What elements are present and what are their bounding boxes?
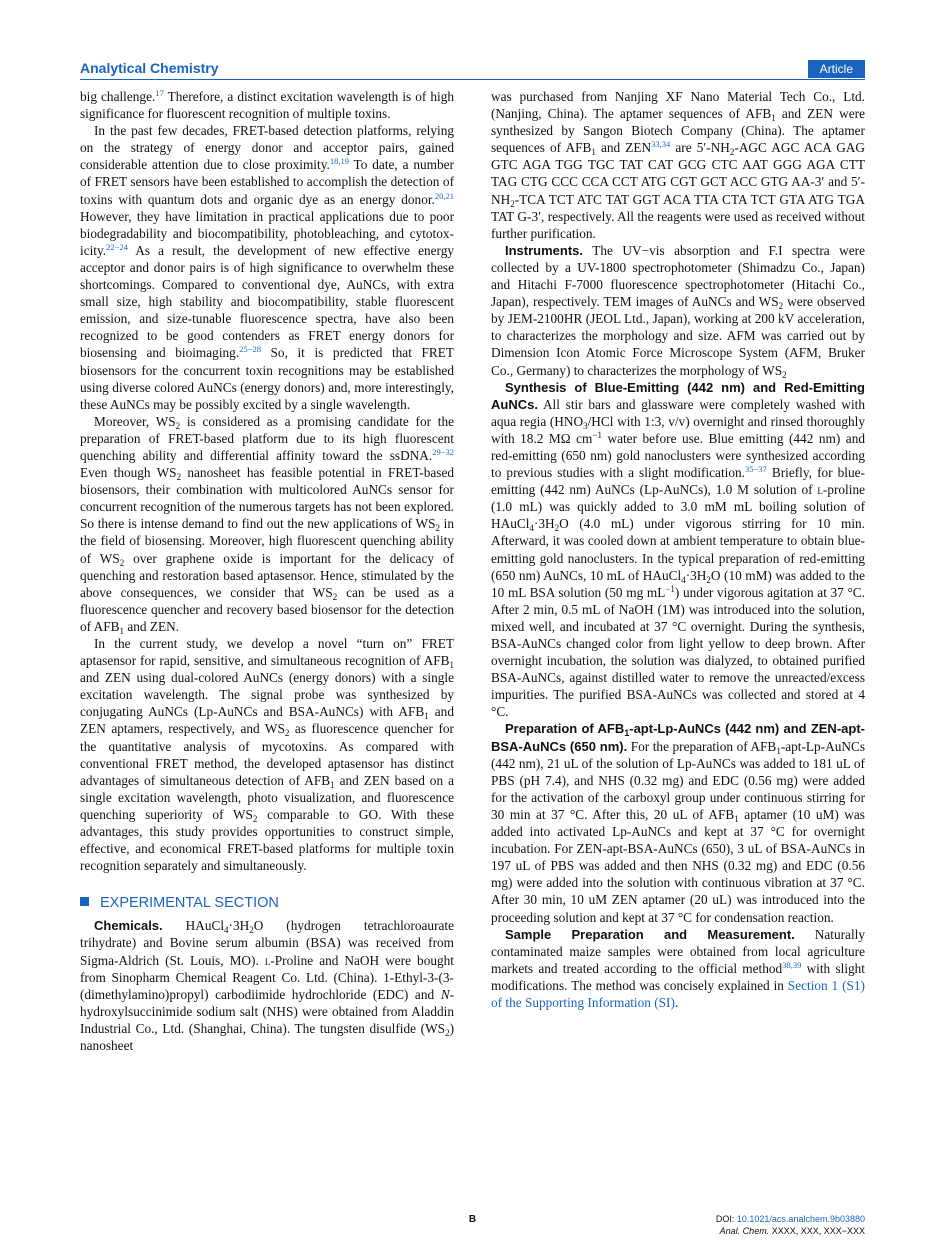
page-number: B [468, 1214, 477, 1225]
citation-link[interactable]: 25−28 [239, 344, 261, 355]
paragraph: Chemicals. $HAuCl_4\cdot 3H_2O$ (hydrogen tetrachloroaurate trihydrate) and Bovine serum albumin (BSA) was received from Sigma-Aldrich (St. Louis, MO). l-Proline and NaOH were bought from Sinopharm Chemical Reagent Co. Ltd. (China). 1-Ethyl-3-(3-(dimethylamino)propyl) carbodiimide hydrochloride (EDC) and N-hydroxylsuccinimide sodium salt (NHS) were obtained from Aladdin Industrial Co., Ltd. (Shanghai, China). The tungsten disulfide $(WS_2)$ nanosheet [80, 918, 454, 1053]
citation-link[interactable]: 38,39 [782, 959, 802, 970]
paragraph: big challenge.$^{17}$ Therefore, a distinct excitation wavelength is of high significance for fluorescent recognition of multiple toxins. [80, 88, 454, 122]
article-badge: Article [808, 60, 865, 78]
paragraph: was purchased from Nanjing XF Nano Material Tech Co., Ltd. (Nanjing, China). The aptamer sequences of $AFB_1$ and ZEN were synthesized by Sangon Biotech Company (China). The aptamer sequences of $AFB_1$ and ZEN$^{33,34}$ are $5'-NH_2$-AGC AGC ACA GAG GTC AGA TGG TGC TAT CAT GCG CTC AAT GGG AGA CTT TAG CTG CCC CCA CCT ATG CGT GCT ACC GTG AA-3′ and $5'-NH_2$-TCA TCT ATC TAT GGT ACA TTA CTA TCT GTA ATG TGA TAT G-3′, respectively. All the reagents were used as received without further purification. [491, 89, 865, 241]
citation-link[interactable]: 33,34 [651, 139, 671, 150]
run-in-heading: Chemicals. [94, 918, 163, 934]
citation-link[interactable]: 18,19 [329, 156, 349, 167]
paragraph: Synthesis of Blue-Emitting (442 nm) and Red-Emitting AuNCs. All stir bars and glassware were completely washed with aqua regia ($HNO_3$/HCl with 1:3, v/v) overnight and rinsed thoroughly with 18.2 MΩ $cm^{-1}$ water before use. Blue emitting (442 nm) and red-emitting (650 nm) gold nanoclusters were synthesized according to previous studies with a slight modification.$^{35-37}$ Briefly, for blue-emitting (442 nm) AuNCs (Lp-AuNCs), 1.0 M solution of l-proline (1.0 mL) was quickly added to 3.0 mM mL boiling solution of $HAuCl_4\cdot 3H_2O$ (4.0 mL) under vigorous stirring for 10 min. Afterward, it was cooled down at ambient temperature to obtain blue-emitting gold nanoclusters. In the typical preparation of red-emitting (650 nm) AuNCs, 10 mL of $HAuCl_4\cdot 3H_2O$ (10 mM) was added to the 10 mL BSA solution (50 mg $mL^{-1}$) under vigorous agitation at 37 °C. After 2 min, 0.5 mL of NaOH (1M) was introduced into the solution, mixed well, and incubated at 37 °C overnight. During the synthesis, BSA-AuNCs changed color from light yellow to deep brown. After overnight incubation, the solution was dialyzed, to obtained purified BSA-AuNCs, against distilled water to remove the unreacted/excess impurities. The purified BSA-AuNCs was collected and stored at 4 °C. [491, 379, 866, 720]
run-in-heading: Sample Preparation and Measurement. [505, 926, 795, 942]
section-heading: EXPERIMENTAL SECTION [80, 894, 454, 912]
supporting-info-link[interactable]: Section 1 (S1) of the Supporting Information (SI) [491, 977, 865, 1010]
paragraph: Preparation of $AFB_1-apt-Lp$-AuNCs (442 nm) and ZEN-apt-BSA-AuNCs (650 nm). For the preparation of $AFB_1-apt-Lp$-AuNCs (442 nm), 21 uL of the solution of Lp-AuNCs was added to 181 uL of PBS (pH 7.4), and NHS (0.32 mg) and EDC (0.56 mg) were added for the activation of the carboxyl group under continuous stirring for 30 min at 37 °C. After this, 20 uL of $AFB_1$ aptamer (10 uM) was added into activated Lp-AuNCs and kept at 37 °C for overnight incubation. For ZEN-apt-BSA-AuNCs (650), 3 uL of BSA-AuNCs in 197 uL of PBS was added and then NHS (0.32 mg) and EDC (0.56 mg) were added into the solution with continuous vibration at 37 °C. After 30 min, 10 uM ZEN aptamer (20 uL) was introduced into the proceeding solution and kept at 37 °C for condensation reaction. [491, 721, 866, 925]
citation-link[interactable]: 35−37 [744, 464, 767, 475]
doi-citation: DOI: 10.1021/acs.analchem.9b03880 Anal. Chem. XXXX, XXX, XXX−XXX [715, 1214, 865, 1236]
paragraph: In the past few decades, FRET-based detection platforms, relying on the strategy of energy donor and acceptor pairs, gained considerable attention due to close proximity.$^{18,19}$ To date, a number of FRET sensors have been established to accomplish the detection of toxins with quantum dots and organic dye as an energy donor.$^{20,21}$ However, they have limitation in practical applications due to poor biodegradability and biocompatibility, photobleaching, and cytotoxicity.$^{22-24}$ As a result, the development of new effective energy acceptor and donor pairs is of high significance to overwhelm these shortcomings. Compared to conventional dye, AuNCs, with extra small size, high stability and biocompatibility, stable fluorescent emission, and size-tunable fluorescence spectra, have also been recognized to be good contenders as FRET energy donors for biosensing and bioimaging.$^{25-28}$ So, it is predicted that FRET biosensors for the concurrent toxin recognitions may be established using diverse colored AuNCs (energy donors) and, more interestingly, these AuNCs may be possibly excited by a single wavelength. [80, 123, 454, 412]
paragraph: Sample Preparation and Measurement. Naturally contaminated maize samples were obtained from local agriculture markets and treated according to the official method$^{38,39}$ with slight modifications. The method was concisely explained in Section 1 (S1) of the Supporting Information (SI). [491, 926, 866, 1010]
run-in-heading: Preparation of $AFB_1-apt-Lp$-AuNCs (442 nm) and ZEN-apt-BSA-AuNCs (650 nm). [491, 721, 865, 754]
running-header [80, 60, 865, 79]
citation-link[interactable]: 29−32 [432, 446, 454, 457]
run-in-heading: Synthesis of Blue-Emitting (442 nm) and Red-Emitting AuNCs. [491, 379, 865, 412]
left-column [80, 88, 454, 1054]
citation-link[interactable]: 20,21 [434, 190, 454, 201]
citation-link[interactable]: 17 [155, 88, 164, 98]
citation-link[interactable]: 22−24 [106, 241, 128, 252]
run-in-heading: Instruments. [505, 242, 584, 258]
doi-link[interactable]: 10.1021/acs.analchem.9b03880 [736, 1214, 865, 1224]
paragraph: In the current study, we develop a novel “turn on” FRET aptasensor for rapid, sensitive, and simultaneous recognition of $AFB_1$ and ZEN using dual-colored AuNCs (energy donors) with a single excitation wavelength. The signal probe was synthesized by conjugating AuNCs (Lp-AuNCs and BSA-AuNCs) with $AFB_1$ and ZEN aptamers, respectively, and $WS_2$ as fluorescence quencher for the quantitative analysis of mycotoxins. As compared with conventional FRET method, the developed aptasensor has distinct advantages of simultaneous detection of $AFB_1$ and ZEN based on a single excitation wavelength, photo visualization, and fluorescence quenching superiority of $WS_2$ comparable to GO. With these advantages, this study provides opportunities to construct simple, effective, and economical FRET-based platforms for multiple toxin recognition separately and simultaneously. [80, 636, 454, 874]
right-column [491, 88, 865, 1011]
section-square-icon [80, 897, 89, 906]
header-rule [80, 79, 865, 80]
journal-name[interactable]: Analytical Chemistry [80, 60, 219, 76]
paragraph: Moreover, $WS_2$ is considered as a promising candidate for the preparation of FRET-based platform due to its high fluorescent quenching ability and differential affinity toward the ssDNA.$^{29-32}$ Even though $WS_2$ nanosheet has feasible potential in FRET-based biosensors, their combination with multicolored AuNCs sensor for concurrent recognition of the numerous targets has not been explored. So there is intense demand to find out the new applications of $WS_2$ in the field of biosensing. Moreover, high fluorescent quenching ability of $WS_2$ over graphene oxide is important for the delicacy of quenching and restoration based aptasensor. Hence, stimulated by the above consequences, we consider that $WS_2$ can be used as a fluorescence quencher and recovery based biosensor for the detection of $AFB_1$ and ZEN. [80, 413, 455, 636]
paragraph: Instruments. The UV−vis absorption and F.I spectra were collected by a UV-1800 spectrophotometer (Shimadzu Co., Japan) and Hitachi F-7000 fluorescence spectrophotometer (Hitachi Co., Japan), respectively. TEM images of AuNCs and $WS_2$ were observed by JEM-2100HR (JEOL Ltd., Japan), working at 200 kV acceleration, to characterizes the morphology and size. AFM was carried out by Dimension Icon Atomic Force Microscope System (AFM, Bruker Co., Germany) to characterizes the morphology of $WS_2$ [491, 242, 865, 380]
